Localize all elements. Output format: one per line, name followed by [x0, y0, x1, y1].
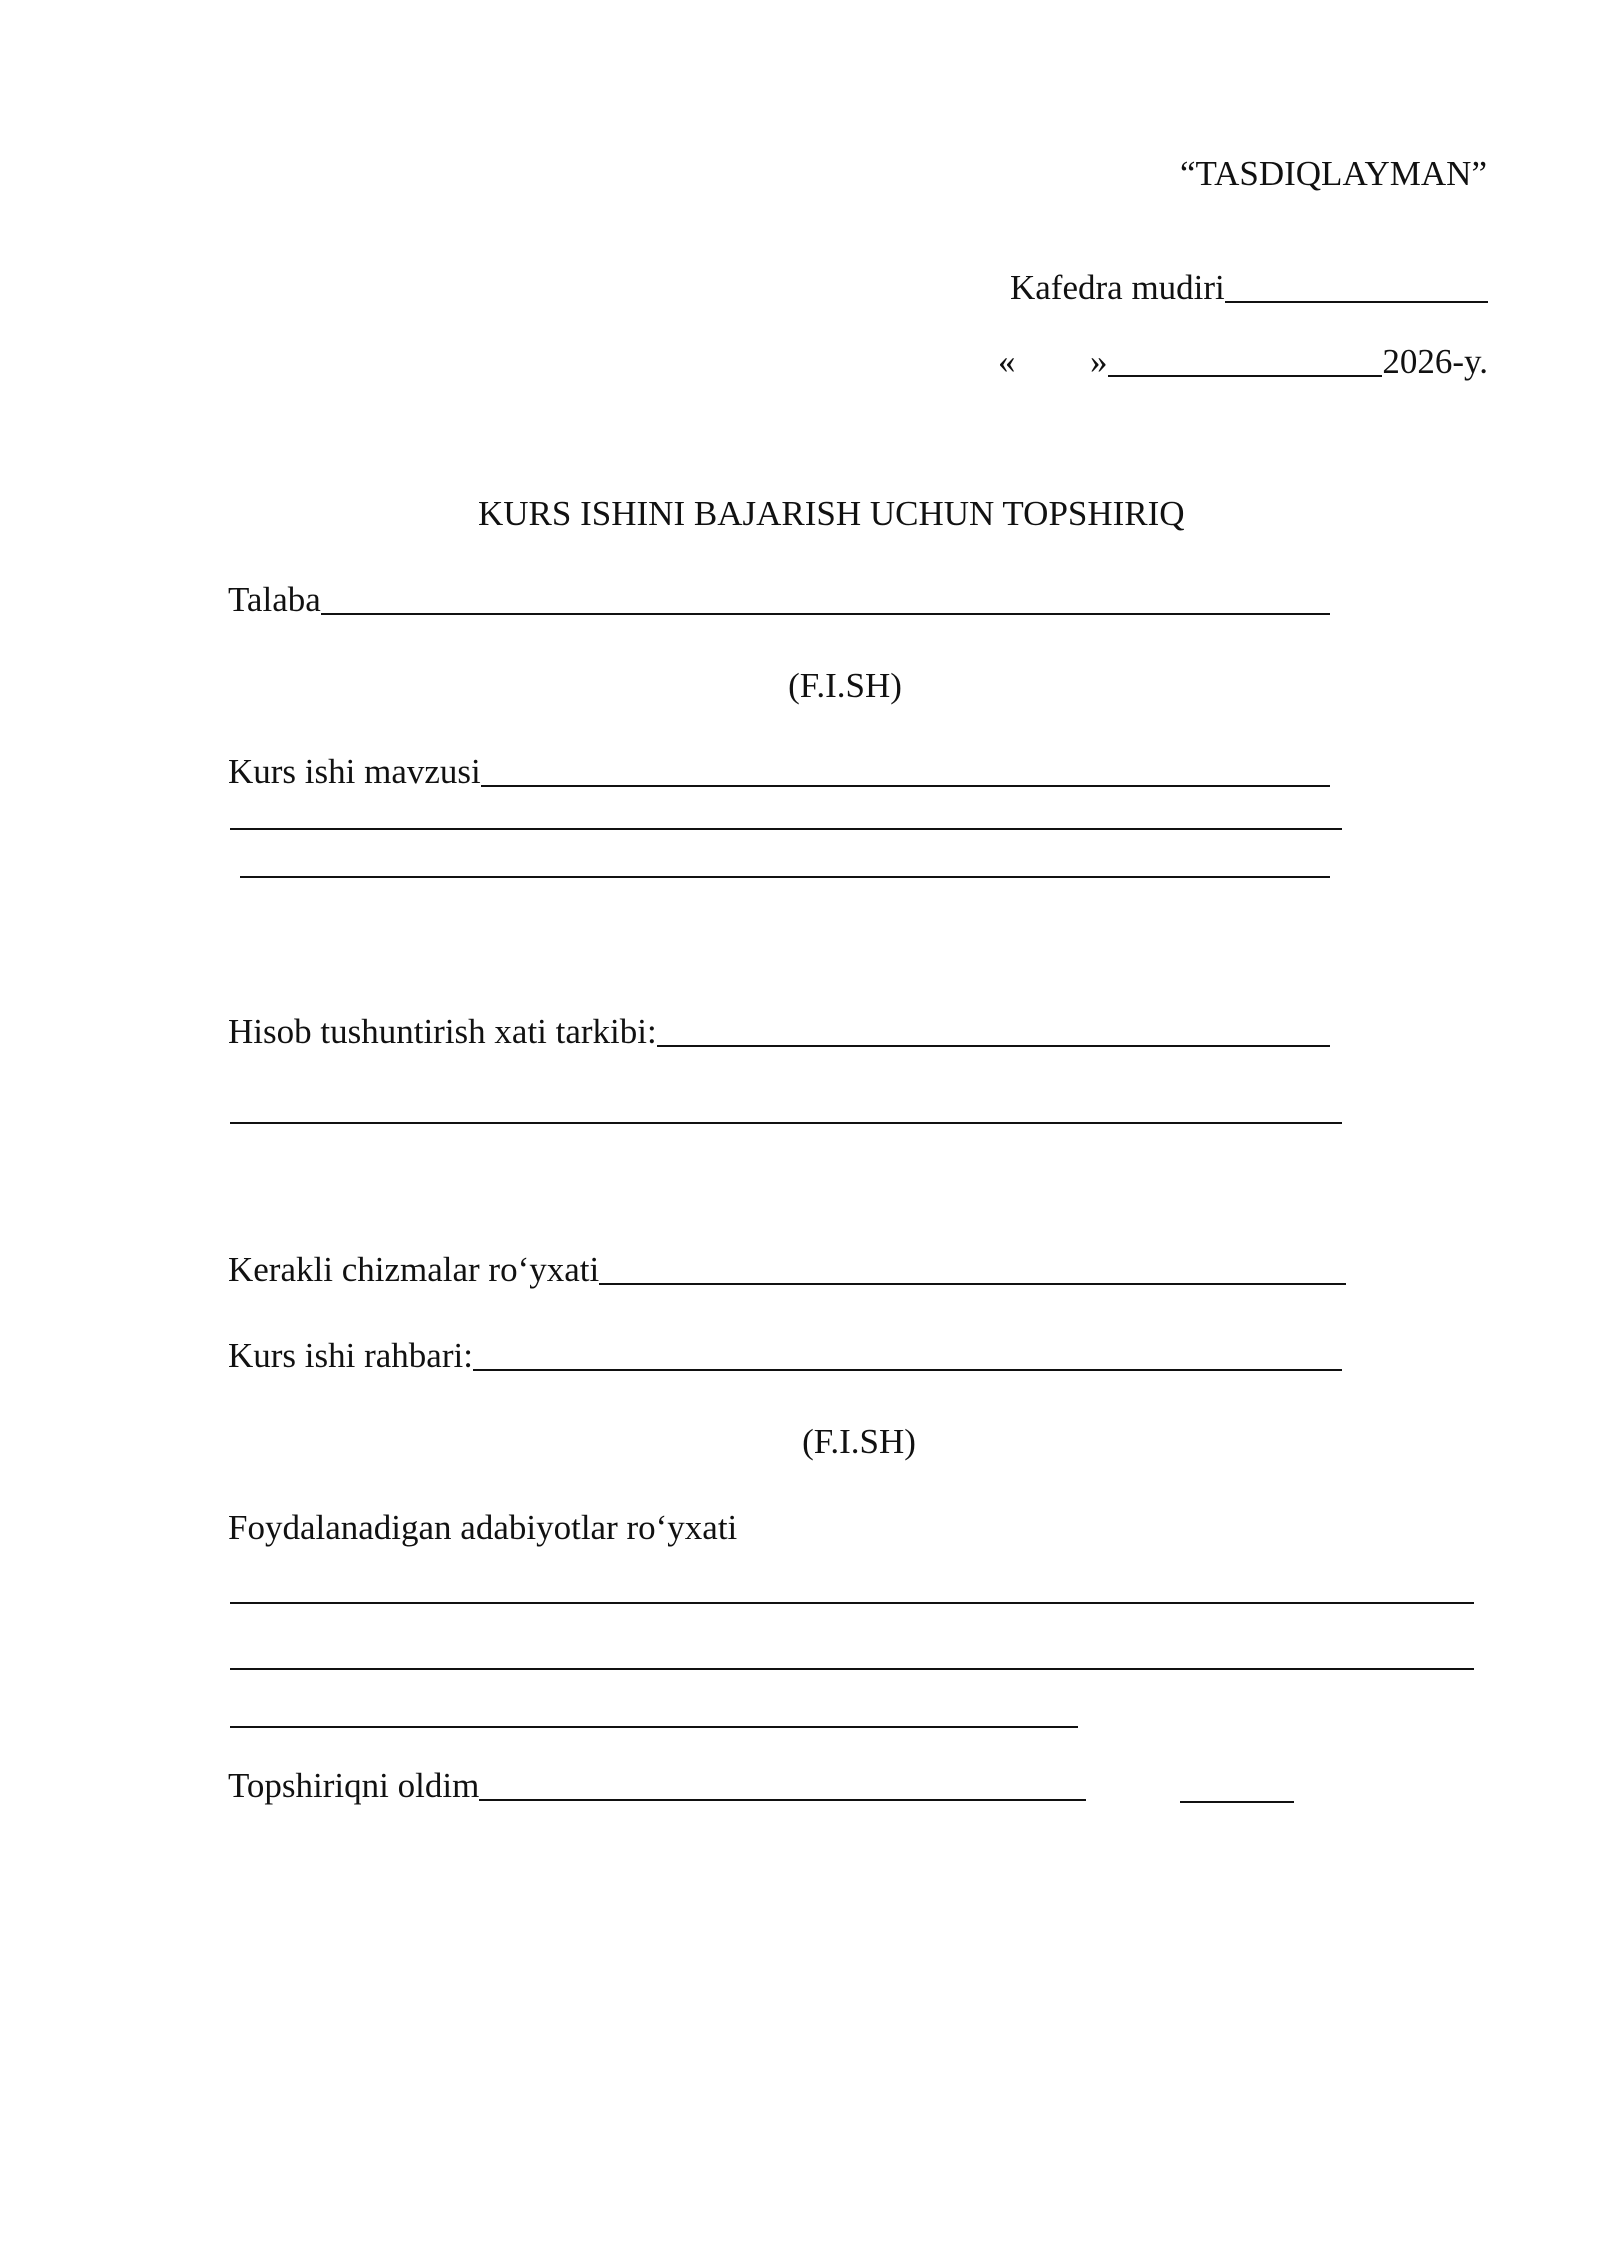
- date-row: [1090, 340, 1488, 384]
- literature-line-1[interactable]: [230, 1602, 1474, 1604]
- head-of-department-signature-line[interactable]: [1225, 301, 1488, 303]
- date-close-quote: »: [1090, 342, 1108, 381]
- date-month-line[interactable]: [1108, 375, 1383, 377]
- topic-label: Kurs ishi mavzusi: [228, 752, 481, 791]
- drawings-label: Kerakli chizmalar ro‘yxati: [228, 1250, 600, 1289]
- supervisor-line[interactable]: [473, 1369, 1342, 1371]
- approval-title: “TASDIQLAYMAN”: [1180, 154, 1487, 193]
- topic-line-1[interactable]: [481, 785, 1330, 787]
- student-row: [228, 578, 1330, 622]
- received-date-line[interactable]: [1180, 1801, 1294, 1803]
- explanatory-line-1[interactable]: [657, 1045, 1330, 1047]
- drawings-line[interactable]: [599, 1283, 1346, 1285]
- head-of-department-row: [1010, 266, 1488, 310]
- received-row: [228, 1764, 1086, 1808]
- drawings-row: [228, 1248, 1346, 1292]
- student-name-line[interactable]: [321, 613, 1330, 615]
- received-signature-line[interactable]: [479, 1799, 1086, 1801]
- supervisor-label: Kurs ishi rahbari:: [228, 1336, 473, 1375]
- supervisor-caption: (F.I.SH): [802, 1422, 916, 1461]
- explanatory-row: [228, 1010, 1330, 1054]
- explanatory-line-2[interactable]: [230, 1122, 1342, 1124]
- literature-line-3[interactable]: [230, 1726, 1078, 1728]
- head-of-department-label: Kafedra mudiri: [1010, 268, 1225, 307]
- supervisor-row: [228, 1334, 1342, 1378]
- form-title: KURS ISHINI BAJARISH UCHUN TOPSHIRIQ: [478, 494, 1185, 533]
- student-label: Talaba: [228, 580, 321, 619]
- date-year: 2026-y.: [1382, 342, 1488, 381]
- received-label: Topshiriqni oldim: [228, 1766, 480, 1805]
- date-open-quote: «: [998, 342, 1016, 381]
- topic-row: [228, 750, 1330, 794]
- literature-label: Foydalanadigan adabiyotlar ro‘yxati: [228, 1508, 738, 1547]
- topic-line-3[interactable]: [240, 876, 1330, 878]
- student-caption: (F.I.SH): [788, 666, 902, 705]
- literature-line-2[interactable]: [230, 1668, 1474, 1670]
- explanatory-label: Hisob tushuntirish xati tarkibi:: [228, 1012, 657, 1051]
- topic-line-2[interactable]: [230, 828, 1342, 830]
